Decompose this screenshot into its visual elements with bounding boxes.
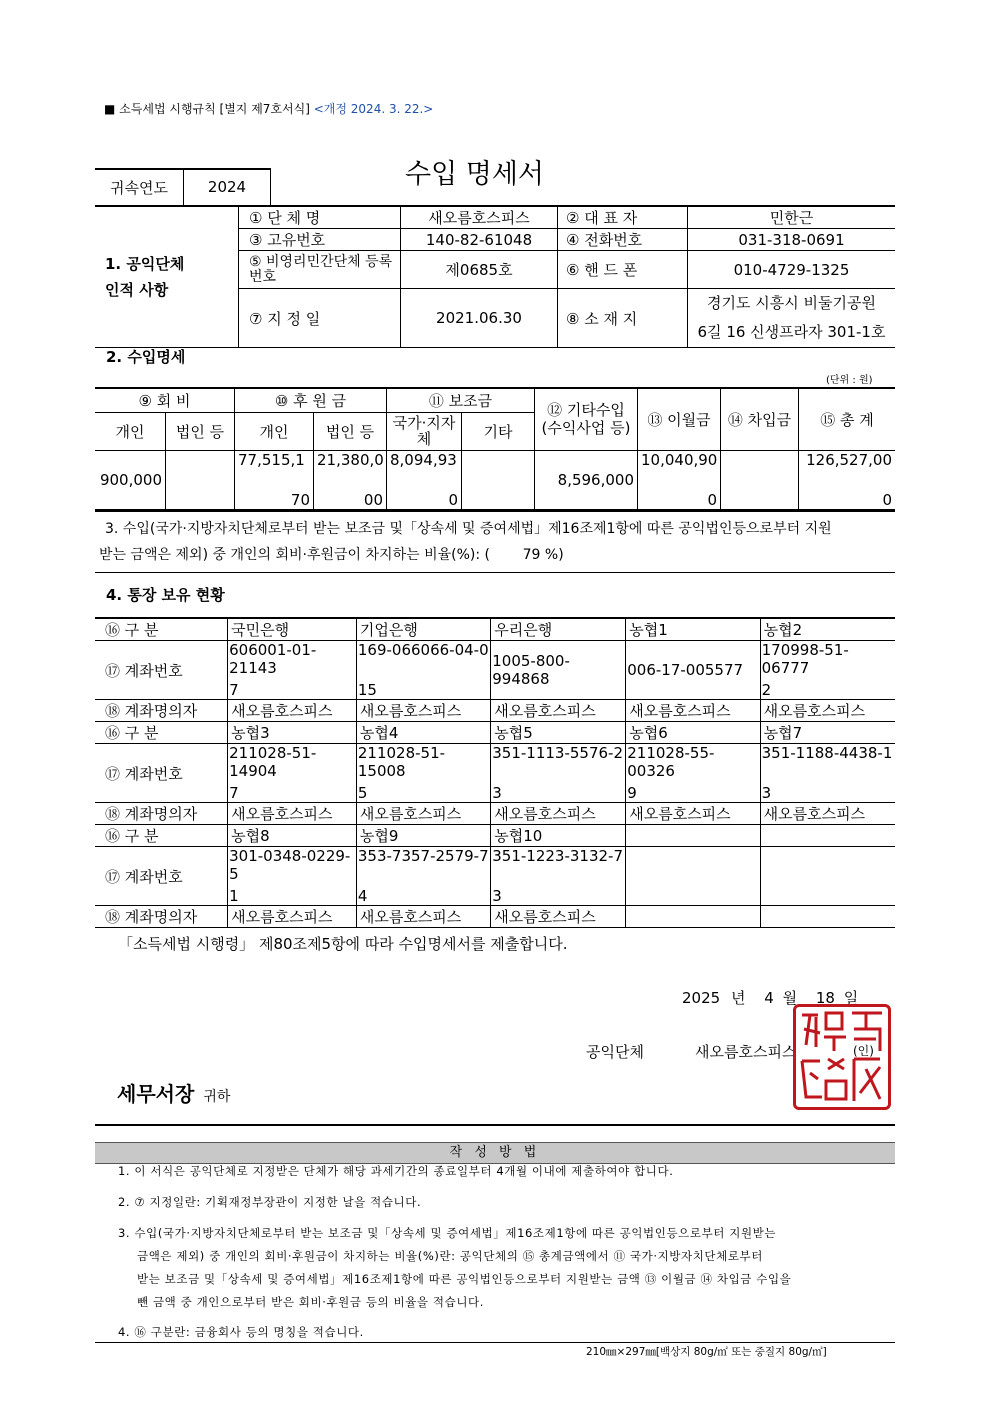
total-part1: 126,527,00: [806, 450, 892, 469]
account-holder: 새오름호스피스: [356, 700, 490, 722]
instruction-1: 1. 이 서식은 공익단체로 지정받은 단체가 해당 과세기간의 종료일부터 4개월 이내에 제출하여야 합니다.: [118, 1164, 674, 1178]
bank-name: 국민은행: [228, 618, 357, 641]
account-holder: 새오름호스피스: [356, 906, 490, 928]
account-holder-label: ⑱ 계좌명의자: [95, 700, 228, 722]
account-number: [356, 744, 490, 803]
bank-name: 기업은행: [356, 618, 490, 641]
section1-table: [95, 205, 895, 348]
account-number-part2: 4: [357, 887, 368, 905]
instruction-2: 2. ⑦ 지정일란: 기획재정부장관이 지정한 날을 적습니다.: [118, 1195, 422, 1209]
account-number-part2: 2: [761, 681, 772, 699]
instruction-3-line3: 받는 보조금 및「상속세 및 증여세법」제16조제1항에 따른 공익법인등으로부터 지원받는 금액 ⑬ 이월금 ⑭ 차입금 수입을: [137, 1272, 792, 1286]
donation-individual-cell: [235, 450, 314, 509]
total-part2: 0: [882, 490, 892, 509]
org-name: 새오름호스피스: [401, 206, 558, 229]
total-cell: [799, 450, 896, 509]
section2-heading: 2. 수입명세: [106, 348, 186, 366]
bank-name: 우리은행: [491, 618, 626, 641]
section3-line2: [99, 544, 564, 564]
account-number: [491, 847, 626, 906]
bank-name: 농협4: [356, 722, 490, 744]
account-number-part1: 301-0348-0229-5: [229, 847, 351, 883]
year-value: 2024: [184, 169, 271, 205]
account-holder-label: ⑱ 계좌명의자: [95, 906, 228, 928]
account-holder-label: ⑱ 계좌명의자: [95, 803, 228, 825]
form-header: [104, 100, 433, 117]
mobile-label: ⑥ 핸 드 폰: [558, 251, 688, 289]
account-number-full: 006-17-005577: [627, 661, 744, 679]
account-number-part1: 606001-01-21143: [229, 641, 317, 677]
footer-divider: [95, 1342, 895, 1343]
seal-strokes: [796, 1007, 888, 1107]
account-number: [228, 744, 357, 803]
section3-box: [95, 510, 895, 573]
signer-name: 새오름호스피스: [695, 1043, 797, 1061]
instructions-title: 작 성 방 법: [95, 1142, 895, 1164]
other-income-value: 8,596,000: [535, 450, 638, 509]
account-number-part2: 3: [761, 784, 772, 802]
address-line2: 6길 16 신생프라자 301-1호: [697, 323, 886, 341]
subsidy-gov-header: 국가·지자체: [387, 412, 462, 450]
account-number: [760, 744, 895, 803]
account-number-part2: 7: [229, 681, 239, 699]
carry-header: ⑬ 이월금: [638, 388, 721, 450]
dues-header: ⑨ 회 비: [95, 388, 235, 412]
account-holder: [626, 906, 760, 928]
account-number: [626, 744, 760, 803]
section4-heading: 4. 통장 보유 현황: [106, 586, 225, 604]
account-holder: 새오름호스피스: [228, 906, 357, 928]
subsidy-etc-header: 기타: [462, 412, 535, 450]
rep-value: 민한근: [688, 206, 896, 229]
dues-corp-header: 법인 등: [166, 412, 235, 450]
account-number-full: 1005-800-994868: [492, 652, 570, 688]
bank-name: [760, 825, 895, 847]
date-year-unit: 년: [730, 989, 746, 1007]
account-holder: 새오름호스피스: [491, 700, 626, 722]
subsidy-gov-part1: 8,094,93: [390, 450, 457, 469]
account-number-part1: 353-7357-2579-7: [357, 847, 489, 865]
donation-corp-part2: 00: [363, 490, 383, 509]
carry-cell: [638, 450, 721, 509]
org-name-label: ① 단 체 명: [239, 206, 401, 229]
bank-name: 농협6: [626, 722, 760, 744]
recipient-name: 세무서장: [117, 1082, 195, 1106]
bank-name: 농협5: [491, 722, 626, 744]
loan-header: ⑭ 차입금: [721, 388, 799, 450]
account-number: [228, 641, 357, 700]
account-number-part2: 1: [229, 887, 239, 905]
address-line1: 경기도 시흥시 비둘기공원: [707, 294, 876, 312]
bank-name: 농협10: [491, 825, 626, 847]
header-revision: <개정 2024. 3. 22.>: [313, 102, 434, 116]
account-number: [626, 641, 760, 700]
header-rule: 소득세법 시행규칙 [별지 제7호서식]: [119, 102, 310, 116]
recipient-suffix: 귀하: [203, 1089, 231, 1105]
account-holder: 새오름호스피스: [228, 700, 357, 722]
section3-line1: 3. 수입(국가·지방자치단체로부터 받는 보조금 및「상속세 및 증여세법」제16조제1항에 따른 공익법인등으로부터 지원: [105, 521, 832, 537]
year-table: [95, 168, 271, 206]
bank-name: [626, 825, 760, 847]
recipient: [117, 1078, 230, 1107]
account-number-part2: 15: [357, 681, 377, 699]
mobile-value: 010-4729-1325: [688, 251, 896, 289]
account-holder: 새오름호스피스: [228, 803, 357, 825]
section3-line2-text: 받는 금액은 제외) 중 개인의 회비·후원금이 차지하는 비율(%): (: [99, 547, 490, 563]
bank-name: 농협3: [228, 722, 357, 744]
account-number-label: ⑰ 계좌번호: [95, 641, 228, 700]
bank-name: 농협7: [760, 722, 895, 744]
dues-corp-value: [166, 450, 235, 509]
account-number-part1: 211028-51-14904: [229, 744, 317, 780]
phone-value: 031-318-0691: [688, 229, 896, 251]
donation-corp-header: 법인 등: [314, 412, 387, 450]
account-number-part2: 7: [229, 784, 239, 802]
paper-spec: 210㎜×297㎜[백상지 80g/㎡ 또는 중질지 80g/㎡]: [586, 1346, 827, 1358]
loan-value: [721, 450, 799, 509]
account-holder: 새오름호스피스: [626, 803, 760, 825]
account-number: [356, 641, 490, 700]
submission-statement: 「소득세법 시행령」 제80조제5항에 따라 수입명세서를 제출합니다.: [118, 935, 568, 953]
donation-individual-header: 개인: [235, 412, 314, 450]
subsidy-header: ⑪ 보조금: [387, 388, 535, 412]
account-number-label: ⑰ 계좌번호: [95, 744, 228, 803]
income-table: [95, 387, 895, 510]
address-label: ⑧ 소 재 지: [558, 289, 688, 348]
ratio-unit: %): [544, 547, 564, 563]
account-number-part1: 351-1188-4438-1: [761, 744, 893, 762]
unit-label: (단위 : 원): [826, 375, 873, 386]
bank-name: 농협2: [760, 618, 895, 641]
designated-value: 2021.06.30: [401, 289, 558, 348]
account-number: [491, 744, 626, 803]
division-label: ⑯ 구 분: [95, 722, 228, 744]
rep-label: ② 대 표 자: [558, 206, 688, 229]
date-month: 4: [764, 989, 774, 1007]
phone-label: ④ 전화번호: [558, 229, 688, 251]
subsidy-gov-part2: 0: [448, 490, 458, 509]
year-label: 귀속연도: [95, 169, 184, 205]
account-holder: 새오름호스피스: [356, 803, 490, 825]
designated-label: ⑦ 지 정 일: [239, 289, 401, 348]
account-number: [626, 847, 760, 906]
account-number-part1: 170998-51-06777: [761, 641, 849, 677]
account-holder: 새오름호스피스: [760, 803, 895, 825]
donation-corp-cell: [314, 450, 387, 509]
account-number-part1: 169-066066-04-0: [357, 641, 489, 659]
dues-individual-value: 900,000: [95, 450, 166, 509]
account-holder: 새오름호스피스: [760, 700, 895, 722]
account-number: [356, 847, 490, 906]
account-holder: 새오름호스피스: [491, 906, 626, 928]
bank-name: 농협1: [626, 618, 760, 641]
instructions-divider: [95, 1124, 895, 1126]
bank-name: 농협8: [228, 825, 357, 847]
donation-individual-part1: 77,515,1: [238, 450, 305, 469]
total-header: ⑮ 총 계: [799, 388, 896, 450]
division-label: ⑯ 구 분: [95, 825, 228, 847]
date-day: 18: [815, 989, 835, 1007]
signer-label: 공익단체: [586, 1043, 644, 1061]
account-number-label: ⑰ 계좌번호: [95, 847, 228, 906]
donation-header: ⑩ 후 원 금: [235, 388, 387, 412]
instruction-3-line1: 3. 수입(국가·지방자치단체로부터 받는 보조금 및「상속세 및 증여세법」제16조제1항에 따른 공익법인등으로부터 지원받는: [118, 1226, 777, 1240]
dues-individual-header: 개인: [95, 412, 166, 450]
npo-label: ⑤ 비영리민간단체 등록번호: [239, 251, 401, 289]
account-number-part2: 3: [492, 887, 502, 905]
subsidy-gov-cell: [387, 450, 462, 509]
account-number-part1: 211028-51-15008: [357, 744, 446, 780]
bank-name: 농협9: [356, 825, 490, 847]
account-holder: 새오름호스피스: [491, 803, 626, 825]
date-year: 2025: [682, 989, 721, 1007]
id-value: 140-82-61048: [401, 229, 558, 251]
date-day-unit: 일: [843, 989, 859, 1007]
instruction-3-line4: 뺀 금액 중 개인으로부터 받은 회비·후원금 등의 비율을 적습니다.: [137, 1295, 484, 1309]
instruction-4: 4. ⑯ 구분란: 금융회사 등의 명칭을 적습니다.: [118, 1325, 364, 1339]
instruction-3-line2: 금액은 제외) 중 개인의 회비·후원금이 차지하는 비율(%)란: 공익단체의 ⑮ 총계금액에서 ⑪ 국가·지방자치단체로부터: [137, 1249, 763, 1263]
carry-part2: 0: [707, 490, 717, 509]
account-number-part1: 351-1223-3132-7: [492, 847, 624, 865]
header-square-mark: ■: [104, 102, 116, 116]
account-number-part2: 3: [492, 784, 502, 802]
npo-value: 제0685호: [401, 251, 558, 289]
donation-corp-part1: 21,380,0: [317, 450, 384, 469]
account-number: [491, 641, 626, 700]
account-number: [228, 847, 357, 906]
account-number-part2: 5: [357, 784, 368, 802]
account-number-part1: 211028-55-00326: [627, 744, 715, 780]
subsidy-etc-value: [462, 450, 535, 509]
account-holder: [760, 906, 895, 928]
signer-seal-mark: (인): [853, 1044, 874, 1058]
account-number: [760, 847, 895, 906]
id-label: ③ 고유번호: [239, 229, 401, 251]
donation-individual-part2: 70: [290, 490, 310, 509]
account-number-part2: 9: [627, 784, 637, 802]
address-value: [688, 289, 896, 348]
section1-heading: 1. 공익단체 인적 사항: [95, 206, 239, 348]
date-month-unit: 월: [782, 989, 798, 1007]
carry-part1: 10,040,90: [641, 450, 718, 469]
account-number: [760, 641, 895, 700]
bank-accounts-table: [95, 617, 895, 928]
account-holder: 새오름호스피스: [626, 700, 760, 722]
account-number-part1: 351-1113-5576-2: [492, 744, 624, 762]
other-income-header: ⑫ 기타수입 (수익사업 등): [535, 388, 638, 450]
ratio-value: 79: [522, 547, 541, 563]
division-label: ⑯ 구 분: [95, 618, 228, 641]
page-title: 수입 명세서: [405, 159, 544, 190]
official-seal: [793, 1004, 891, 1110]
